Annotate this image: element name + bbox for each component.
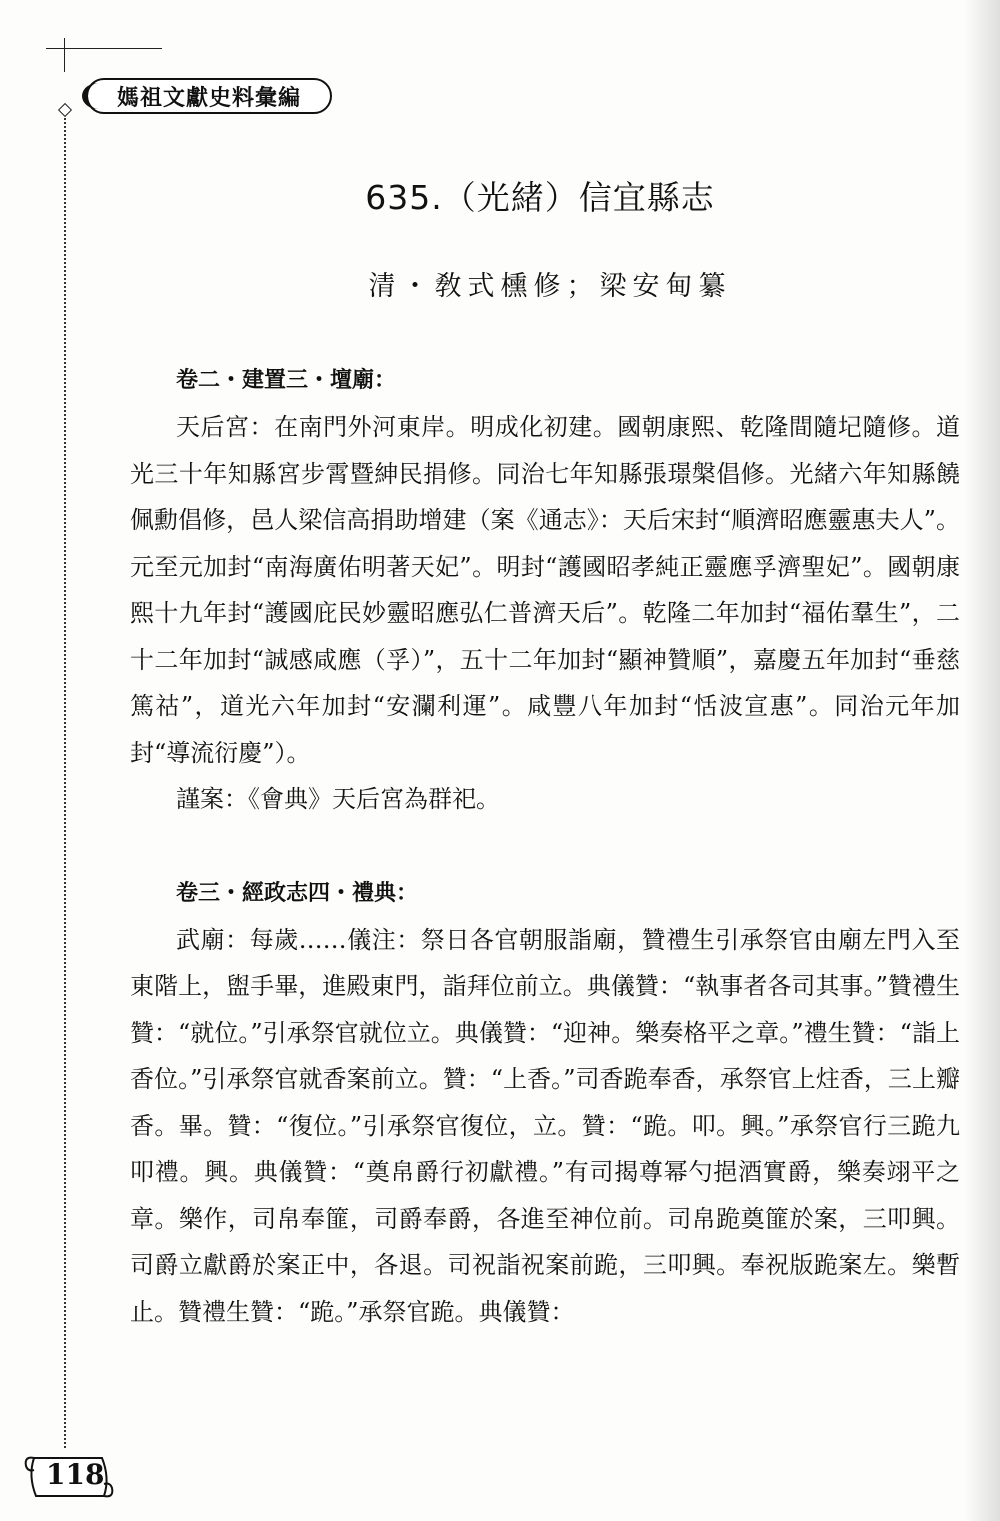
section-heading: 卷三・經政志四・禮典： — [176, 880, 419, 906]
page-number: 118 — [46, 1458, 105, 1491]
section-2 — [130, 871, 960, 1336]
margin-dotted-rule — [64, 118, 66, 1448]
paragraph: 天后宮：在南門外河東岸。明成化初建。國朝康熙、乾隆間隨圮隨修。道光三十年知縣宮步霄暨紳民捐修。同治七年知縣張璟槃倡修。光緒六年知縣饒佩勳倡修，邑人梁信高捐助增建（案《通志》：天后宋封“順濟昭應靈惠夫人”。元至元加封“南海廣佑明著天妃”。明封“護國昭孝純正靈應孚濟聖妃”。國朝康熙十九年封“護國庇民妙靈昭應弘仁普濟天后”。乾隆二年加封“福佑羣生”，二十二年加封“誠感咸應（孚）”，五十二年加封“顯神贊順”，嘉慶五年加封“垂慈篤祜”，道光六年加封“安瀾利運”。咸豐八年加封“恬波宣惠”。同治元年加封“導流衍慶”）。 — [130, 413, 960, 767]
crop-mark-vertical — [64, 38, 65, 72]
page-edge-shadow — [964, 0, 1000, 1521]
section-heading: 卷二・建置三・壇廟： — [176, 368, 397, 393]
section-1 — [130, 358, 960, 823]
diamond-ornament-icon — [58, 103, 72, 117]
section-gap — [130, 823, 960, 871]
page-number-badge — [20, 1448, 116, 1504]
main-content — [130, 358, 960, 1335]
paragraph: 武廟：每歲……儀注：祭日各官朝服詣廟，贊禮生引承祭官由廟左門入至東階上，盥手畢，進殿東門，詣拜位前立。典儀贊：“執事者各司其事。”贊禮生贊：“就位。”引承祭官就位立。典儀贊：“迎神。樂奏格平之章。”禮生贊：“詣上香位。”引承祭官就香案前立。贊：“上香。”司香跪奉香，承祭官上炷香，三上瓣香。畢。贊：“復位。”引承祭官復位，立。贊：“跪。叩。興。”承祭官行三跪九叩禮。興。典儀贊：“奠帛爵行初獻禮。”有司揭尊幂勺挹酒實爵，樂奏翊平之章。樂作，司帛奉篚，司爵奉爵，各進至神位前。司帛跪奠篚於案，三叩興。司爵立獻爵於案正中，各退。司祝詣祝案前跪，三叩興。奉祝版跪案左。樂暫止。贊禮生贊：“跪。”承祭官跪。典儀贊： — [130, 925, 960, 1326]
document-subtitle: 清・敎式櫄修；梁安甸纂 — [368, 271, 732, 302]
running-header — [86, 78, 332, 114]
paragraph: 謹案：《會典》天后宮為群祀。 — [176, 785, 500, 813]
document-title: 635.（光緒）信宜縣志 — [365, 178, 715, 217]
book-title: 媽祖文獻史料彙編 — [116, 85, 301, 111]
